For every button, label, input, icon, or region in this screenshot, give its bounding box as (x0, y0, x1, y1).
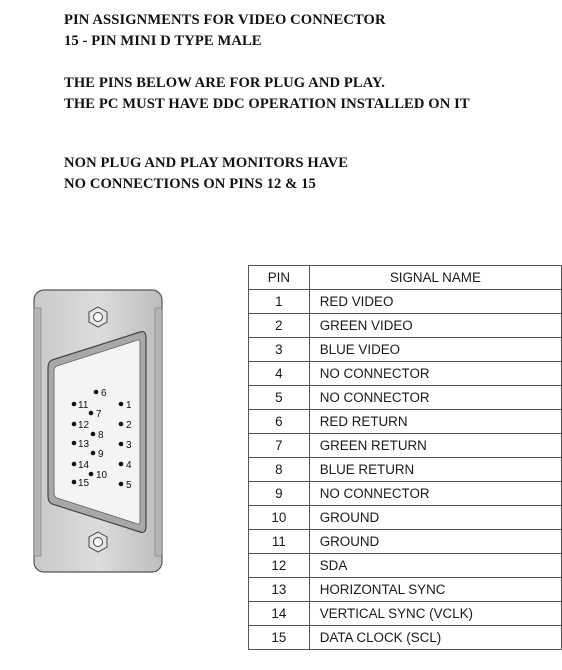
connector-insert (54, 340, 140, 524)
signal-name-cell: RED VIDEO (309, 290, 561, 314)
pin-number-cell: 8 (249, 458, 310, 482)
title-block (64, 10, 386, 52)
pin-label: 7 (96, 409, 102, 420)
pin-label: 4 (126, 460, 132, 471)
table-row (249, 314, 562, 338)
screw-icon (89, 532, 107, 552)
table-row (249, 530, 562, 554)
pin-number-cell: 13 (249, 578, 310, 602)
pin-number-cell: 14 (249, 602, 310, 626)
table-header-row (249, 266, 562, 290)
title-line: PIN ASSIGNMENTS FOR VIDEO CONNECTOR (64, 12, 386, 28)
signal-name-cell: NO CONNECTOR (309, 386, 561, 410)
pin-number-cell: 9 (249, 482, 310, 506)
table-row (249, 482, 562, 506)
pin-label: 3 (126, 440, 132, 451)
table-row (249, 338, 562, 362)
signal-name-cell: SDA (309, 554, 561, 578)
non-plug-and-play-note (64, 153, 348, 195)
pin-label: 9 (98, 449, 104, 460)
signal-name-cell: GROUND (309, 530, 561, 554)
shell-ridge (155, 308, 162, 556)
pin-number-cell: 3 (249, 338, 310, 362)
table-row (249, 626, 562, 650)
table-row (249, 578, 562, 602)
signal-name-column-header: SIGNAL NAME (309, 266, 561, 290)
subtitle-line: 15 - PIN MINI D TYPE MALE (64, 33, 262, 49)
signal-name-cell: GREEN RETURN (309, 434, 561, 458)
vga-connector-diagram (30, 288, 166, 576)
note-line: THE PINS BELOW ARE FOR PLUG AND PLAY. (64, 75, 386, 91)
table-row (249, 602, 562, 626)
table-row (249, 554, 562, 578)
signal-name-cell: NO CONNECTOR (309, 362, 561, 386)
pin-number-cell: 10 (249, 506, 310, 530)
pin-number-cell: 1 (249, 290, 310, 314)
pin-label: 14 (78, 460, 90, 471)
pin-column-header: PIN (249, 266, 310, 290)
table-row (249, 410, 562, 434)
plug-and-play-note (64, 73, 470, 115)
pin-label: 11 (78, 400, 89, 411)
screw-icon (89, 307, 107, 327)
table-row (249, 290, 562, 314)
table-body (249, 290, 562, 650)
pin-number-cell: 5 (249, 386, 310, 410)
table-row (249, 434, 562, 458)
pin-number-cell: 15 (249, 626, 310, 650)
pin-label: 5 (126, 480, 132, 491)
note-line: THE PC MUST HAVE DDC OPERATION INSTALLED ON IT (64, 96, 470, 112)
signal-name-cell: HORIZONTAL SYNC (309, 578, 561, 602)
pin-label: 15 (78, 478, 90, 489)
table-row (249, 362, 562, 386)
pin-assignment-table (248, 265, 562, 650)
signal-name-cell: BLUE RETURN (309, 458, 561, 482)
pin-label: 8 (98, 430, 104, 441)
table-row (249, 386, 562, 410)
pin-number-cell: 6 (249, 410, 310, 434)
pin-number-cell: 2 (249, 314, 310, 338)
shell-ridge (34, 308, 41, 556)
table-row (249, 458, 562, 482)
pin-label: 2 (126, 420, 132, 431)
signal-name-cell: RED RETURN (309, 410, 561, 434)
pin-number-cell: 12 (249, 554, 310, 578)
signal-name-cell: NO CONNECTOR (309, 482, 561, 506)
signal-name-cell: DATA CLOCK (SCL) (309, 626, 561, 650)
signal-name-cell: BLUE VIDEO (309, 338, 561, 362)
pin-label: 13 (78, 439, 90, 450)
pin-label: 10 (96, 470, 108, 481)
pin-label: 12 (78, 420, 90, 431)
note-line: NO CONNECTIONS ON PINS 12 & 15 (64, 176, 316, 192)
signal-name-cell: GROUND (309, 506, 561, 530)
pin-number-cell: 4 (249, 362, 310, 386)
pin-number-cell: 7 (249, 434, 310, 458)
pin-label: 1 (126, 400, 132, 411)
signal-name-cell: VERTICAL SYNC (VCLK) (309, 602, 561, 626)
pin-label: 6 (101, 388, 107, 399)
signal-name-cell: GREEN VIDEO (309, 314, 561, 338)
note-line: NON PLUG AND PLAY MONITORS HAVE (64, 155, 349, 171)
table-row (249, 506, 562, 530)
pin-number-cell: 11 (249, 530, 310, 554)
